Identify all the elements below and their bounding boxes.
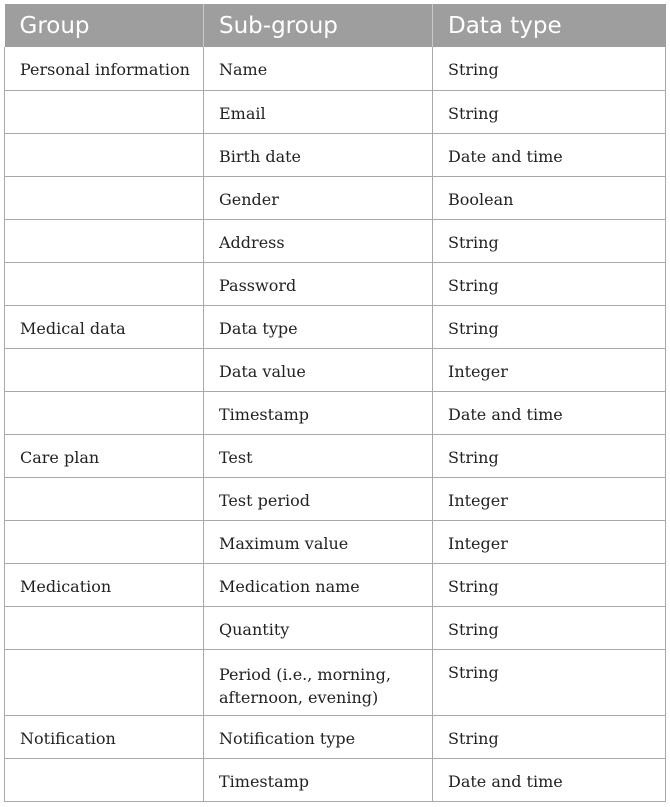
sub-group-cell: Email (204, 90, 433, 133)
data-type-cell: Integer (433, 520, 666, 563)
sub-group-cell: Timestamp (204, 391, 433, 434)
table-row (5, 90, 666, 133)
table-header (5, 4, 666, 47)
table-row (5, 47, 666, 90)
group-cell: Medical data (5, 305, 204, 348)
table-row (5, 434, 666, 477)
sub-group-cell: Birth date (204, 133, 433, 176)
group-cell (5, 391, 204, 434)
table-row (5, 520, 666, 563)
data-table (4, 4, 666, 802)
sub-group-cell: Notification type (204, 715, 433, 758)
group-cell (5, 133, 204, 176)
data-type-cell: Boolean (433, 176, 666, 219)
sub-group-cell: Data type (204, 305, 433, 348)
data-type-cell: Integer (433, 348, 666, 391)
group-cell (5, 477, 204, 520)
data-type-cell: String (433, 649, 666, 715)
sub-group-cell: Data value (204, 348, 433, 391)
data-type-cell: String (433, 563, 666, 606)
data-type-cell: String (433, 219, 666, 262)
data-type-cell: String (433, 47, 666, 90)
sub-group-cell: Period (i.e., morning, afternoon, evening) (204, 649, 433, 715)
table-row (5, 348, 666, 391)
header-sub-group: Sub-group (204, 4, 433, 47)
sub-group-cell: Medication name (204, 563, 433, 606)
header-row (5, 4, 666, 47)
data-type-cell: String (433, 305, 666, 348)
group-cell (5, 520, 204, 563)
group-cell (5, 262, 204, 305)
group-cell (5, 649, 204, 715)
data-type-cell: Integer (433, 477, 666, 520)
data-type-cell: String (433, 715, 666, 758)
sub-group-cell: Test period (204, 477, 433, 520)
group-cell: Care plan (5, 434, 204, 477)
table-row (5, 606, 666, 649)
group-cell (5, 176, 204, 219)
sub-group-cell: Password (204, 262, 433, 305)
group-cell: Personal information (5, 47, 204, 90)
sub-group-cell: Name (204, 47, 433, 90)
group-cell (5, 219, 204, 262)
data-type-cell: String (433, 90, 666, 133)
table-row (5, 715, 666, 758)
sub-group-cell: Maximum value (204, 520, 433, 563)
group-cell (5, 90, 204, 133)
group-cell (5, 606, 204, 649)
header-data-type: Data type (433, 4, 666, 47)
data-type-cell: Date and time (433, 758, 666, 801)
table-row (5, 477, 666, 520)
group-cell: Medication (5, 563, 204, 606)
table-row (5, 176, 666, 219)
sub-group-cell: Timestamp (204, 758, 433, 801)
table-row (5, 219, 666, 262)
sub-group-cell: Quantity (204, 606, 433, 649)
table-row (5, 262, 666, 305)
table-row (5, 758, 666, 801)
group-cell: Notification (5, 715, 204, 758)
data-type-cell: Date and time (433, 133, 666, 176)
table-row (5, 391, 666, 434)
data-type-cell: String (433, 434, 666, 477)
data-type-cell: Date and time (433, 391, 666, 434)
table-row (5, 649, 666, 715)
table-body (5, 47, 666, 801)
sub-group-cell: Gender (204, 176, 433, 219)
table-row (5, 305, 666, 348)
group-cell (5, 758, 204, 801)
group-cell (5, 348, 204, 391)
sub-group-cell: Address (204, 219, 433, 262)
data-type-cell: String (433, 606, 666, 649)
header-group: Group (5, 4, 204, 47)
table-row (5, 133, 666, 176)
table-row (5, 563, 666, 606)
sub-group-cell: Test (204, 434, 433, 477)
data-type-cell: String (433, 262, 666, 305)
